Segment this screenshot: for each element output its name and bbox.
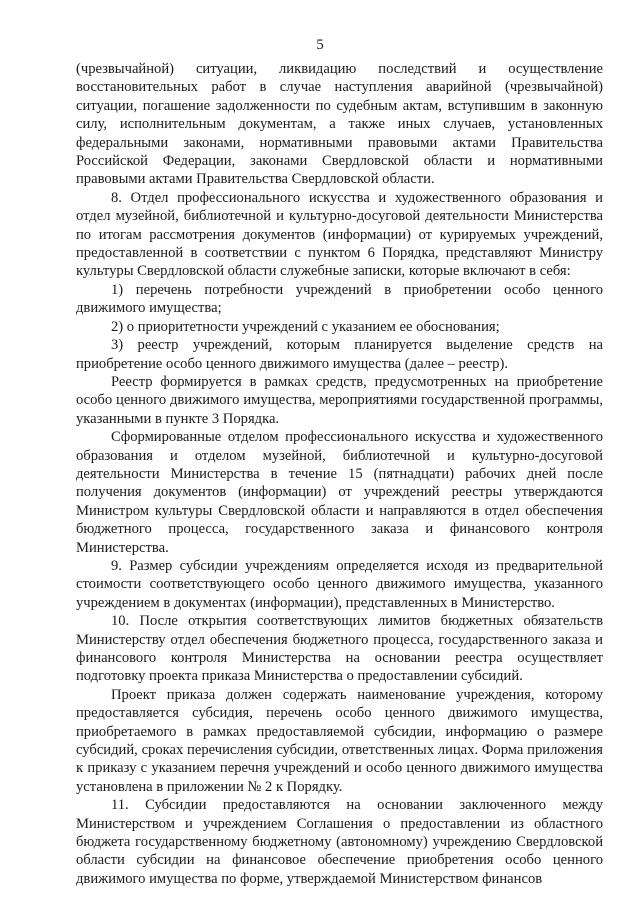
page-number: 5 xyxy=(316,37,324,53)
document-body xyxy=(76,60,603,888)
paragraph-subitem-3: 3) реестр учреждений, которым планируется выделение средств на приобретение особо ценного движимого имущества (далее – реестр). xyxy=(76,337,603,372)
paragraph-item-8: 8. Отдел профессионального искусства и художественного образования и отдел музейной, библиотечной и культурно-досуговой деятельности Министерства по итогам рассмотрения документов (информации) от курируемых учреждений, предоставленной в соответствии с пунктом 6 Порядка, представляют Министру культуры Свердловской области служебные записки, которые включают в себя: xyxy=(76,189,603,280)
paragraph-continuation: (чрезвычайной) ситуации, ликвидацию последствий и осуществление восстановительных работ в случае наступления аварийной (чрезвычайной) ситуации, погашение задолженности по судебным актам, вступившим в законную силу, исполнительным документам, а также иных случаев, установленных федеральными законами, нормативными правовыми актами Правительства Российской Федерации, законами Свердловской области и нормативными правовыми актами Правительства Свердловской области. xyxy=(76,61,603,188)
paragraph-item-11: 11. Субсидии предоставляются на основании заключенного между Министерством и учреждением Соглашения о предоставлении из областного бюджета государственному бюджетному (автономному) учреждению Свердловской области субсидии на финансовое обеспечение приобретения особо ценного движимого имущества по форме, утверждаемой Министерством финансов xyxy=(76,797,603,887)
paragraph-item-10: 10. После открытия соответствующих лимитов бюджетных обязательств Министерству отдел обеспечения бюджетного процесса, государственного заказа и финансового контроля Министерства на основании реестра осуществляет подготовку проекта приказа Министерства о предоставлении субсидий. xyxy=(76,613,603,685)
paragraph-subitem-2: 2) о приоритетности учреждений с указанием ее обоснования; xyxy=(111,318,500,335)
paragraph-registry-approval: Сформированные отделом профессионального искусства и художественного образования и отделом музейной, библиотечной и культурно-досуговой деятельности Министерства в течение 15 (пятнадцати) рабочих дней после получения документов (информации) от учреждений реестры утверждаются Министром культуры Свердловской области и направляются в отдел обеспечения бюджетного процесса, государственного заказа и финансового контроля Министерства. xyxy=(76,429,603,556)
paragraph-order-draft: Проект приказа должен содержать наименование учреждения, которому предоставляется субсидия, перечень особо ценного движимого имущества, приобретаемого в рамках предоставляемой субсидии, информацию о размере субсидий, сроках перечисления субсидии, ответственных лицах. Форма приложения к приказу с указанием перечня учреждений и особо ценного движимого имущества установлена в приложении № 2 к Порядку. xyxy=(76,686,603,795)
paragraph-registry: Реестр формируется в рамках средств, предусмотренных на приобретение особо ценного движимого имущества, мероприятиями государственной программы, указанными в пункте 3 Порядка. xyxy=(76,373,603,427)
paragraph-item-9: 9. Размер субсидии учреждениям определяется исходя из предварительной стоимости соответствующего особо ценного движимого имущества, указанного учреждением в документах (информации), представленных в Министерство. xyxy=(76,557,603,611)
paragraph-subitem-1: 1) перечень потребности учреждений в приобретении особо ценного движимого имущества; xyxy=(76,281,603,317)
